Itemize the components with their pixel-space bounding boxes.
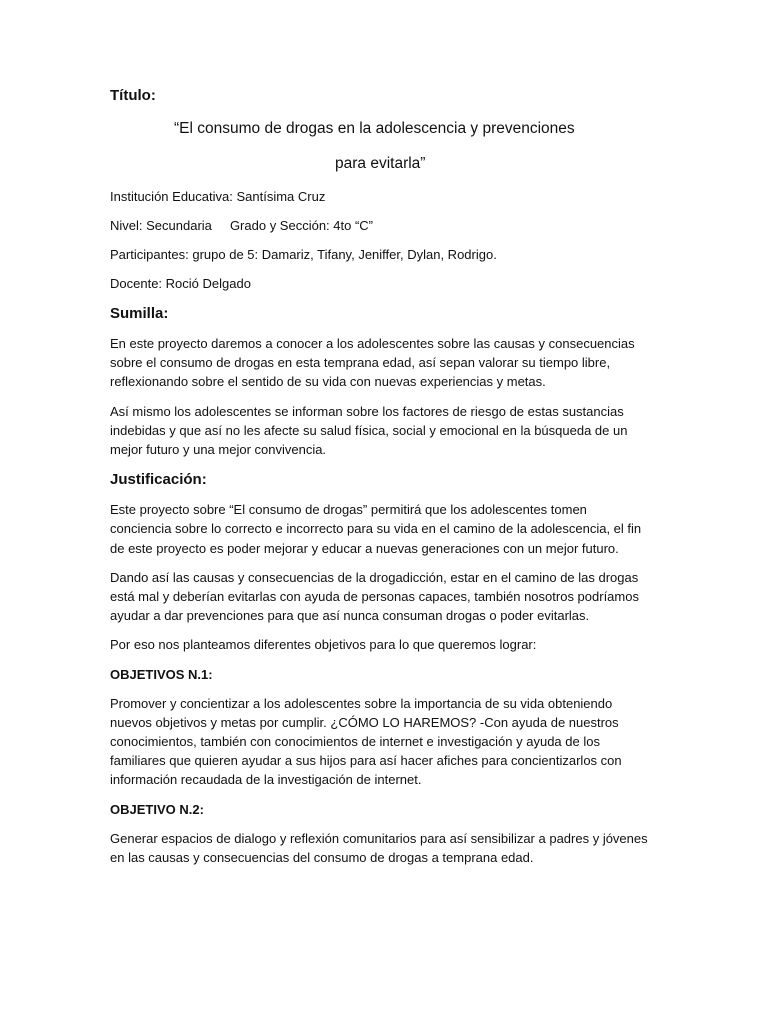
document-body: [110, 86, 650, 867]
sumilla-paragraph: Así mismo los adolescentes se informan sobre los factores de riesgo de estas sustancias indebidas y que así no les afecte su salud física, social y emocional en la búsqueda de un mejor futuro y una mejor convivencia.: [110, 403, 628, 458]
objetivo2-paragraph: Generar espacios de dialogo y reflexión comunitarios para así sensibilizar a padres y jóvenes en las causas y consecuencias del consumo de drogas a temprana edad.: [110, 830, 648, 865]
sumilla-heading: Sumilla:: [110, 305, 169, 322]
justificacion-paragraph: Este proyecto sobre “El consumo de drogas” permitirá que los adolescentes tomen conciencia sobre lo correcto e incorrecto para su vida en el camino de la adolescencia, el fin de este proyecto es poder mejorar y educar a nuevas generaciones con un mejor futuro.: [110, 502, 642, 556]
title-line-1: “El consumo de drogas en la adolescencia y prevenciones: [174, 120, 575, 137]
title-line-2: para evitarla”: [335, 155, 426, 172]
teacher-line: Docente: Roció Delgado: [110, 276, 251, 291]
title-label: Título:: [110, 87, 156, 104]
level-line: Nivel: Secundaria Grado y Sección: 4to “C”: [110, 218, 374, 233]
justificacion-paragraph: Dando así las causas y consecuencias de la drogadicción, estar en el camino de las drogas está mal y deberían evitarlas con ayuda de personas capaces, también nosotros podríamos ayudar a dar prevenciones para que así nunca consuman drogas o poder evitarlas.: [110, 569, 639, 624]
participants-line: Participantes: grupo de 5: Damariz, Tifany, Jeniffer, Dylan, Rodrigo.: [110, 247, 497, 262]
objetivo1-heading: OBJETIVOS N.1:: [110, 666, 213, 682]
justificacion-paragraph: Por eso nos planteamos diferentes objetivos para lo que queremos lograr:: [110, 637, 537, 653]
institution-line: Institución Educativa: Santísima Cruz: [110, 189, 326, 204]
justificacion-heading: Justificación:: [110, 471, 207, 489]
sumilla-paragraph: En este proyecto daremos a conocer a los adolescentes sobre las causas y consecuencias sobre el consumo de drogas en esta temprana edad, así sepan valorar su tiempo libre, reflexionando sobre el sentido de su vida con nuevas experiencias y metas.: [110, 336, 635, 390]
objetivo2-heading: OBJETIVO N.2:: [110, 801, 204, 817]
objetivo1-paragraph: Promover y concientizar a los adolescentes sobre la importancia de su vida obteniendo nuevos objetivos y metas por cumplir. ¿CÓMO LO HAREMOS? -Con ayuda de nuestros conocimientos, también con conocimientos de internet e investigación y ayuda de los familiares que quieren ayudar a sus hijos para así hacer afiches para concientizarlos con información recaudada de la investigación de internet.: [110, 695, 622, 788]
